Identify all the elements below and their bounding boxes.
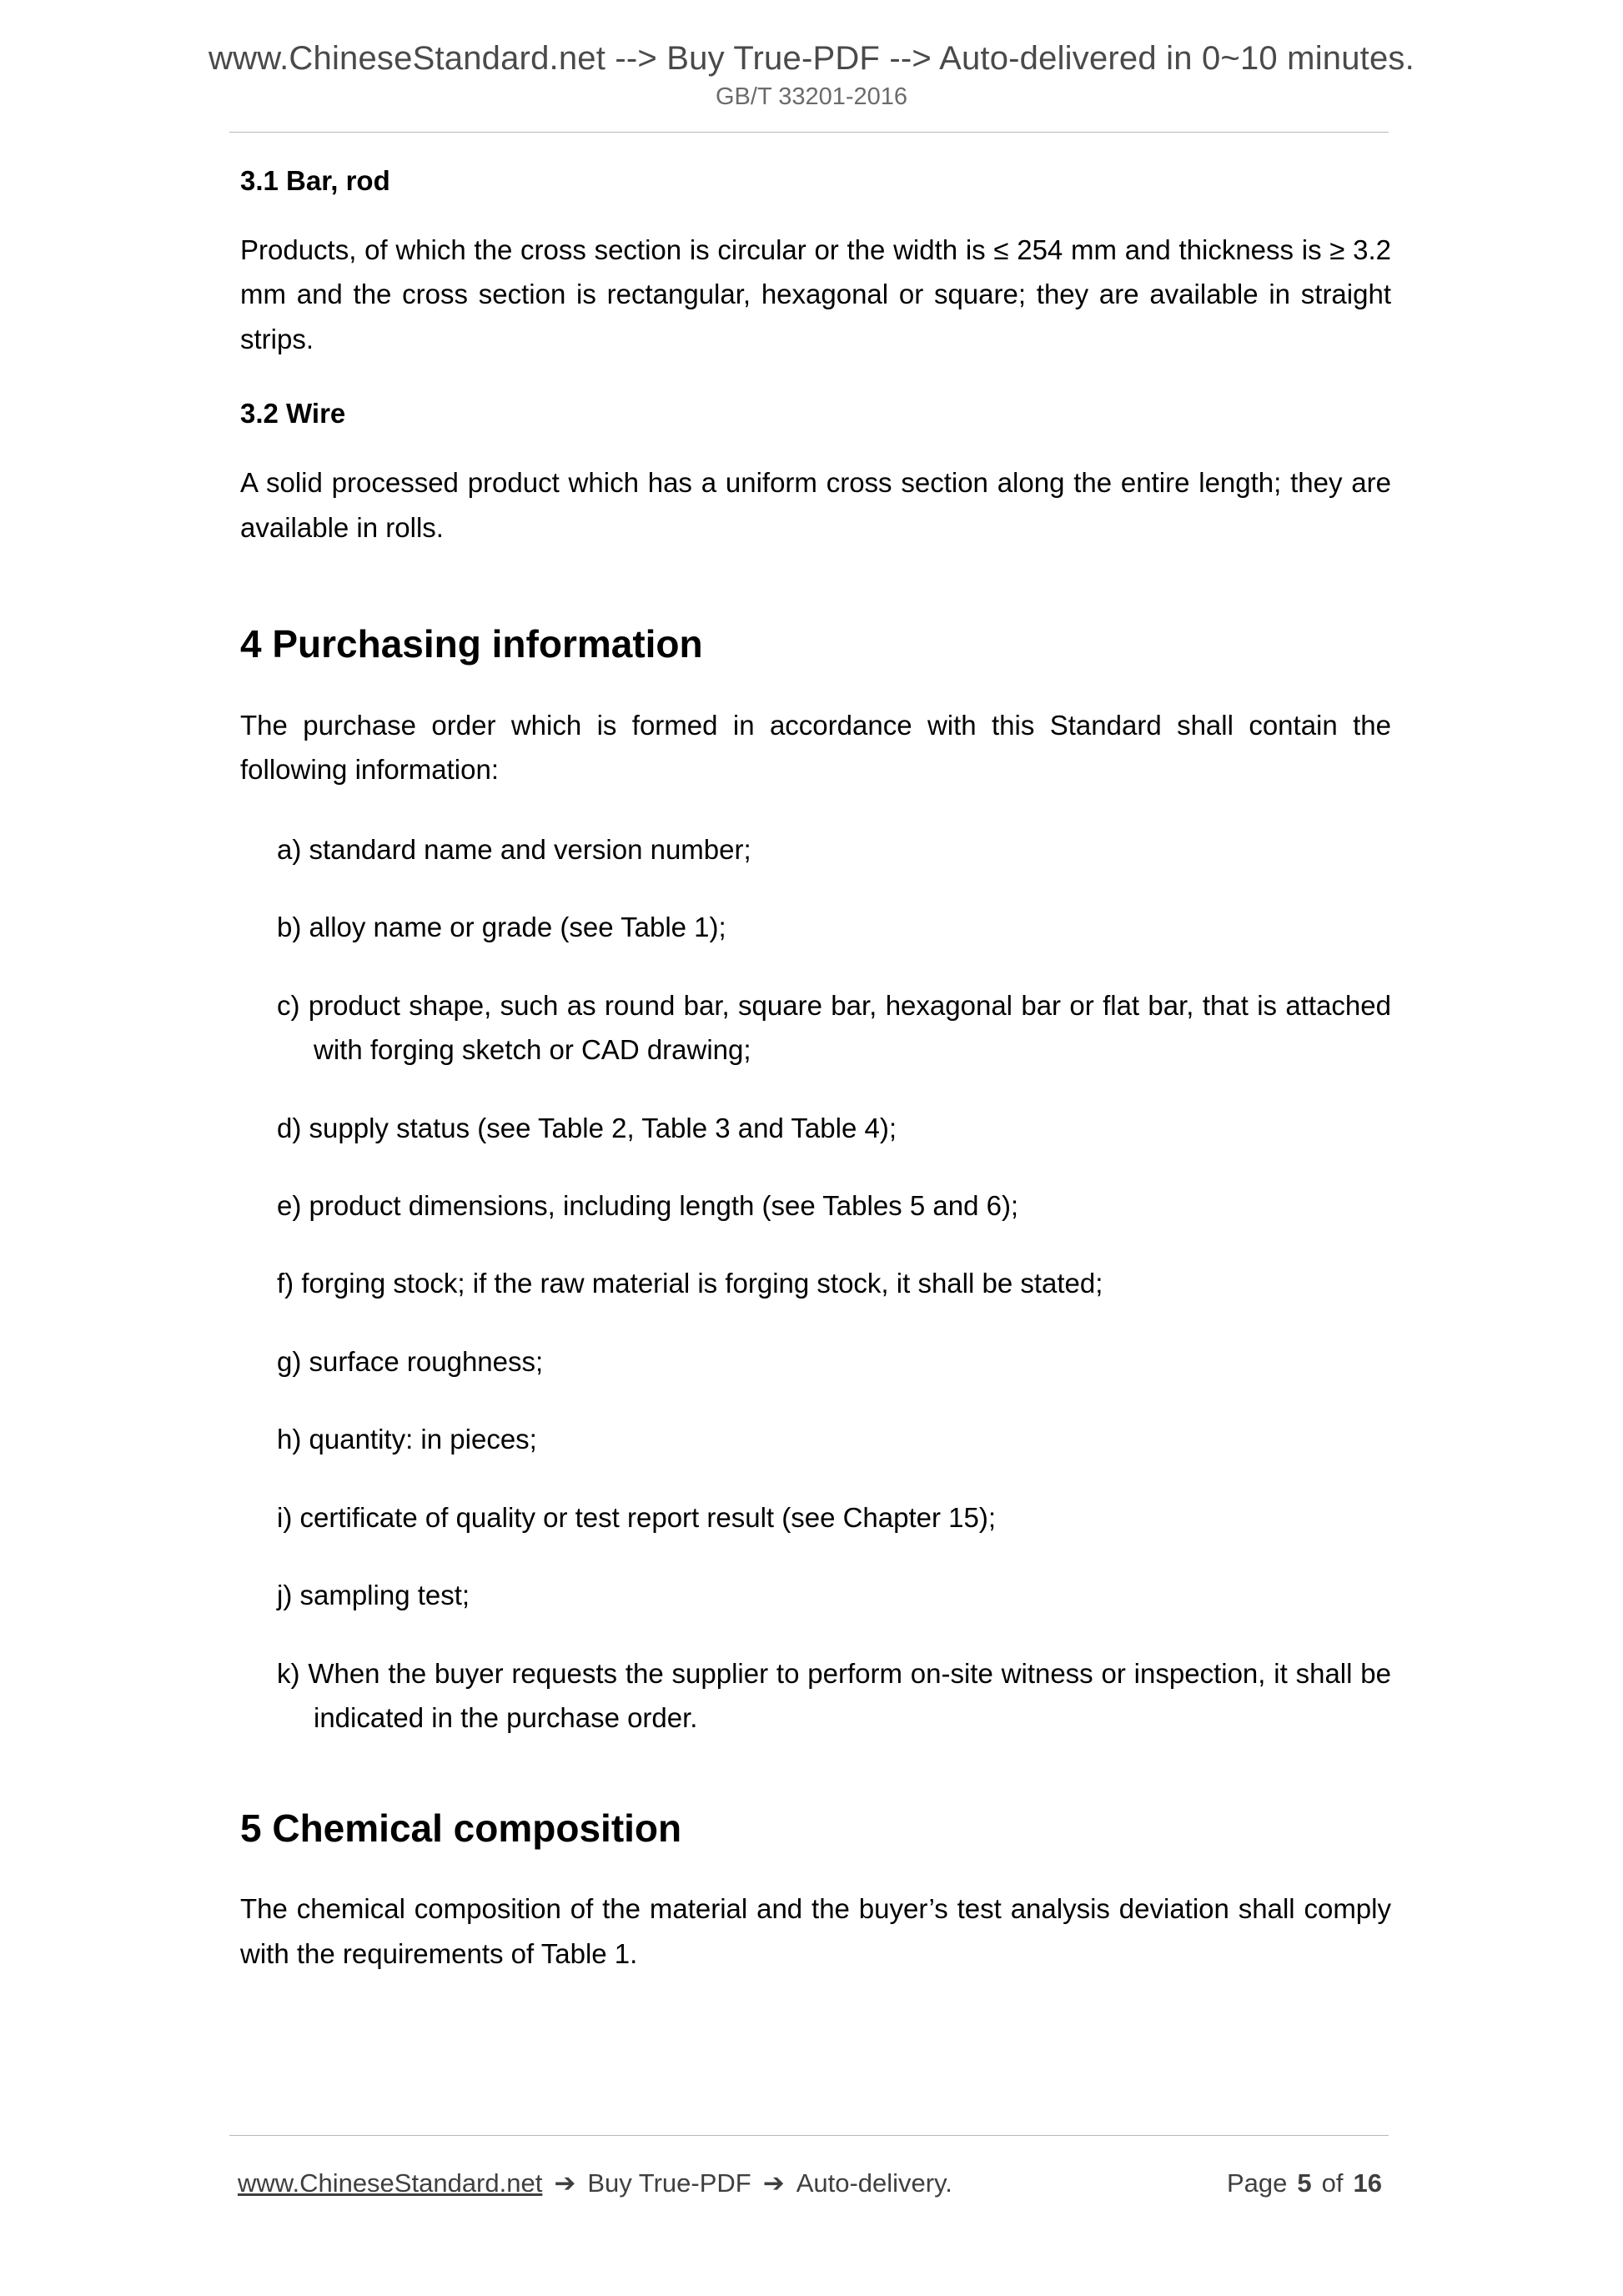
list-item: g) surface roughness;: [277, 1345, 544, 1377]
paragraph-section-5: The chemical composition of the material and the buyer’s test analysis deviation shall comply with the requirements of Table 1.: [240, 1893, 1391, 1969]
list-item: c) product shape, such as round bar, square bar, hexagonal bar or flat bar, that is attached with forging sketch or CAD drawing;: [277, 989, 1391, 1066]
arrow-right-icon: ➔: [762, 2168, 785, 2198]
document-content: [240, 163, 1391, 2011]
footer-divider: [229, 2135, 1389, 2136]
page-number: 5: [1297, 2168, 1312, 2198]
heading-3-2: 3.2 Wire: [240, 398, 346, 430]
header-divider: [229, 132, 1389, 133]
section-spacer: [240, 1774, 1391, 1804]
paragraph-section-4-intro: The purchase order which is formed in accordance with this Standard shall contain the following information:: [240, 709, 1391, 786]
page-label: Page: [1227, 2168, 1288, 2198]
list-item: f) forging stock; if the raw material is forging stock, it shall be stated;: [277, 1268, 1103, 1299]
list-item: b) alloy name or grade (see Table 1);: [277, 912, 726, 943]
of-label: of: [1321, 2168, 1344, 2198]
arrow-right-icon: ➔: [554, 2168, 576, 2198]
page-footer: [229, 2168, 1389, 2198]
purchasing-information-list: [240, 827, 1391, 1741]
paragraph-3-2: A solid processed product which has a uniform cross section along the entire length; they are available in rolls.: [240, 467, 1391, 543]
list-item: i) certificate of quality or test report result (see Chapter 15);: [277, 1501, 997, 1533]
heading-3-1: 3.1 Bar, rod: [240, 165, 390, 196]
heading-section-4: 4 Purchasing information: [240, 622, 703, 666]
page-indicator: [1227, 2168, 1382, 2198]
list-item: a) standard name and version number;: [277, 833, 751, 865]
list-item: j) sampling test;: [277, 1580, 470, 1611]
promo-banner: www.ChineseStandard.net --> Buy True-PDF --> Auto-delivered in 0~10 minutes.: [209, 40, 1414, 77]
paragraph-3-1: Products, of which the cross section is circular or the width is ≤ 254 mm and thickness is ≥ 3.2 mm and the cross section is rectangular, hexagonal or square; they are available in straight strips.: [240, 234, 1391, 354]
footer-buy-label: Buy True-PDF: [587, 2168, 751, 2198]
footer-links: [238, 2168, 952, 2198]
page-total: 16: [1353, 2168, 1382, 2198]
list-item: k) When the buyer requests the supplier to perform on-site witness or inspection, it shall be indicated in the purchase order.: [277, 1657, 1391, 1734]
list-item: e) product dimensions, including length (see Tables 5 and 6);: [277, 1190, 1019, 1222]
list-item: d) supply status (see Table 2, Table 3 and Table 4);: [277, 1112, 897, 1143]
footer-delivery-label: Auto-delivery.: [796, 2168, 952, 2198]
heading-section-5: 5 Chemical composition: [240, 1806, 682, 1850]
section-spacer: [240, 590, 1391, 620]
standard-code: GB/T 33201-2016: [715, 83, 908, 110]
list-item: h) quantity: in pieces;: [277, 1424, 537, 1455]
footer-site-link[interactable]: www.ChineseStandard.net: [238, 2168, 543, 2198]
